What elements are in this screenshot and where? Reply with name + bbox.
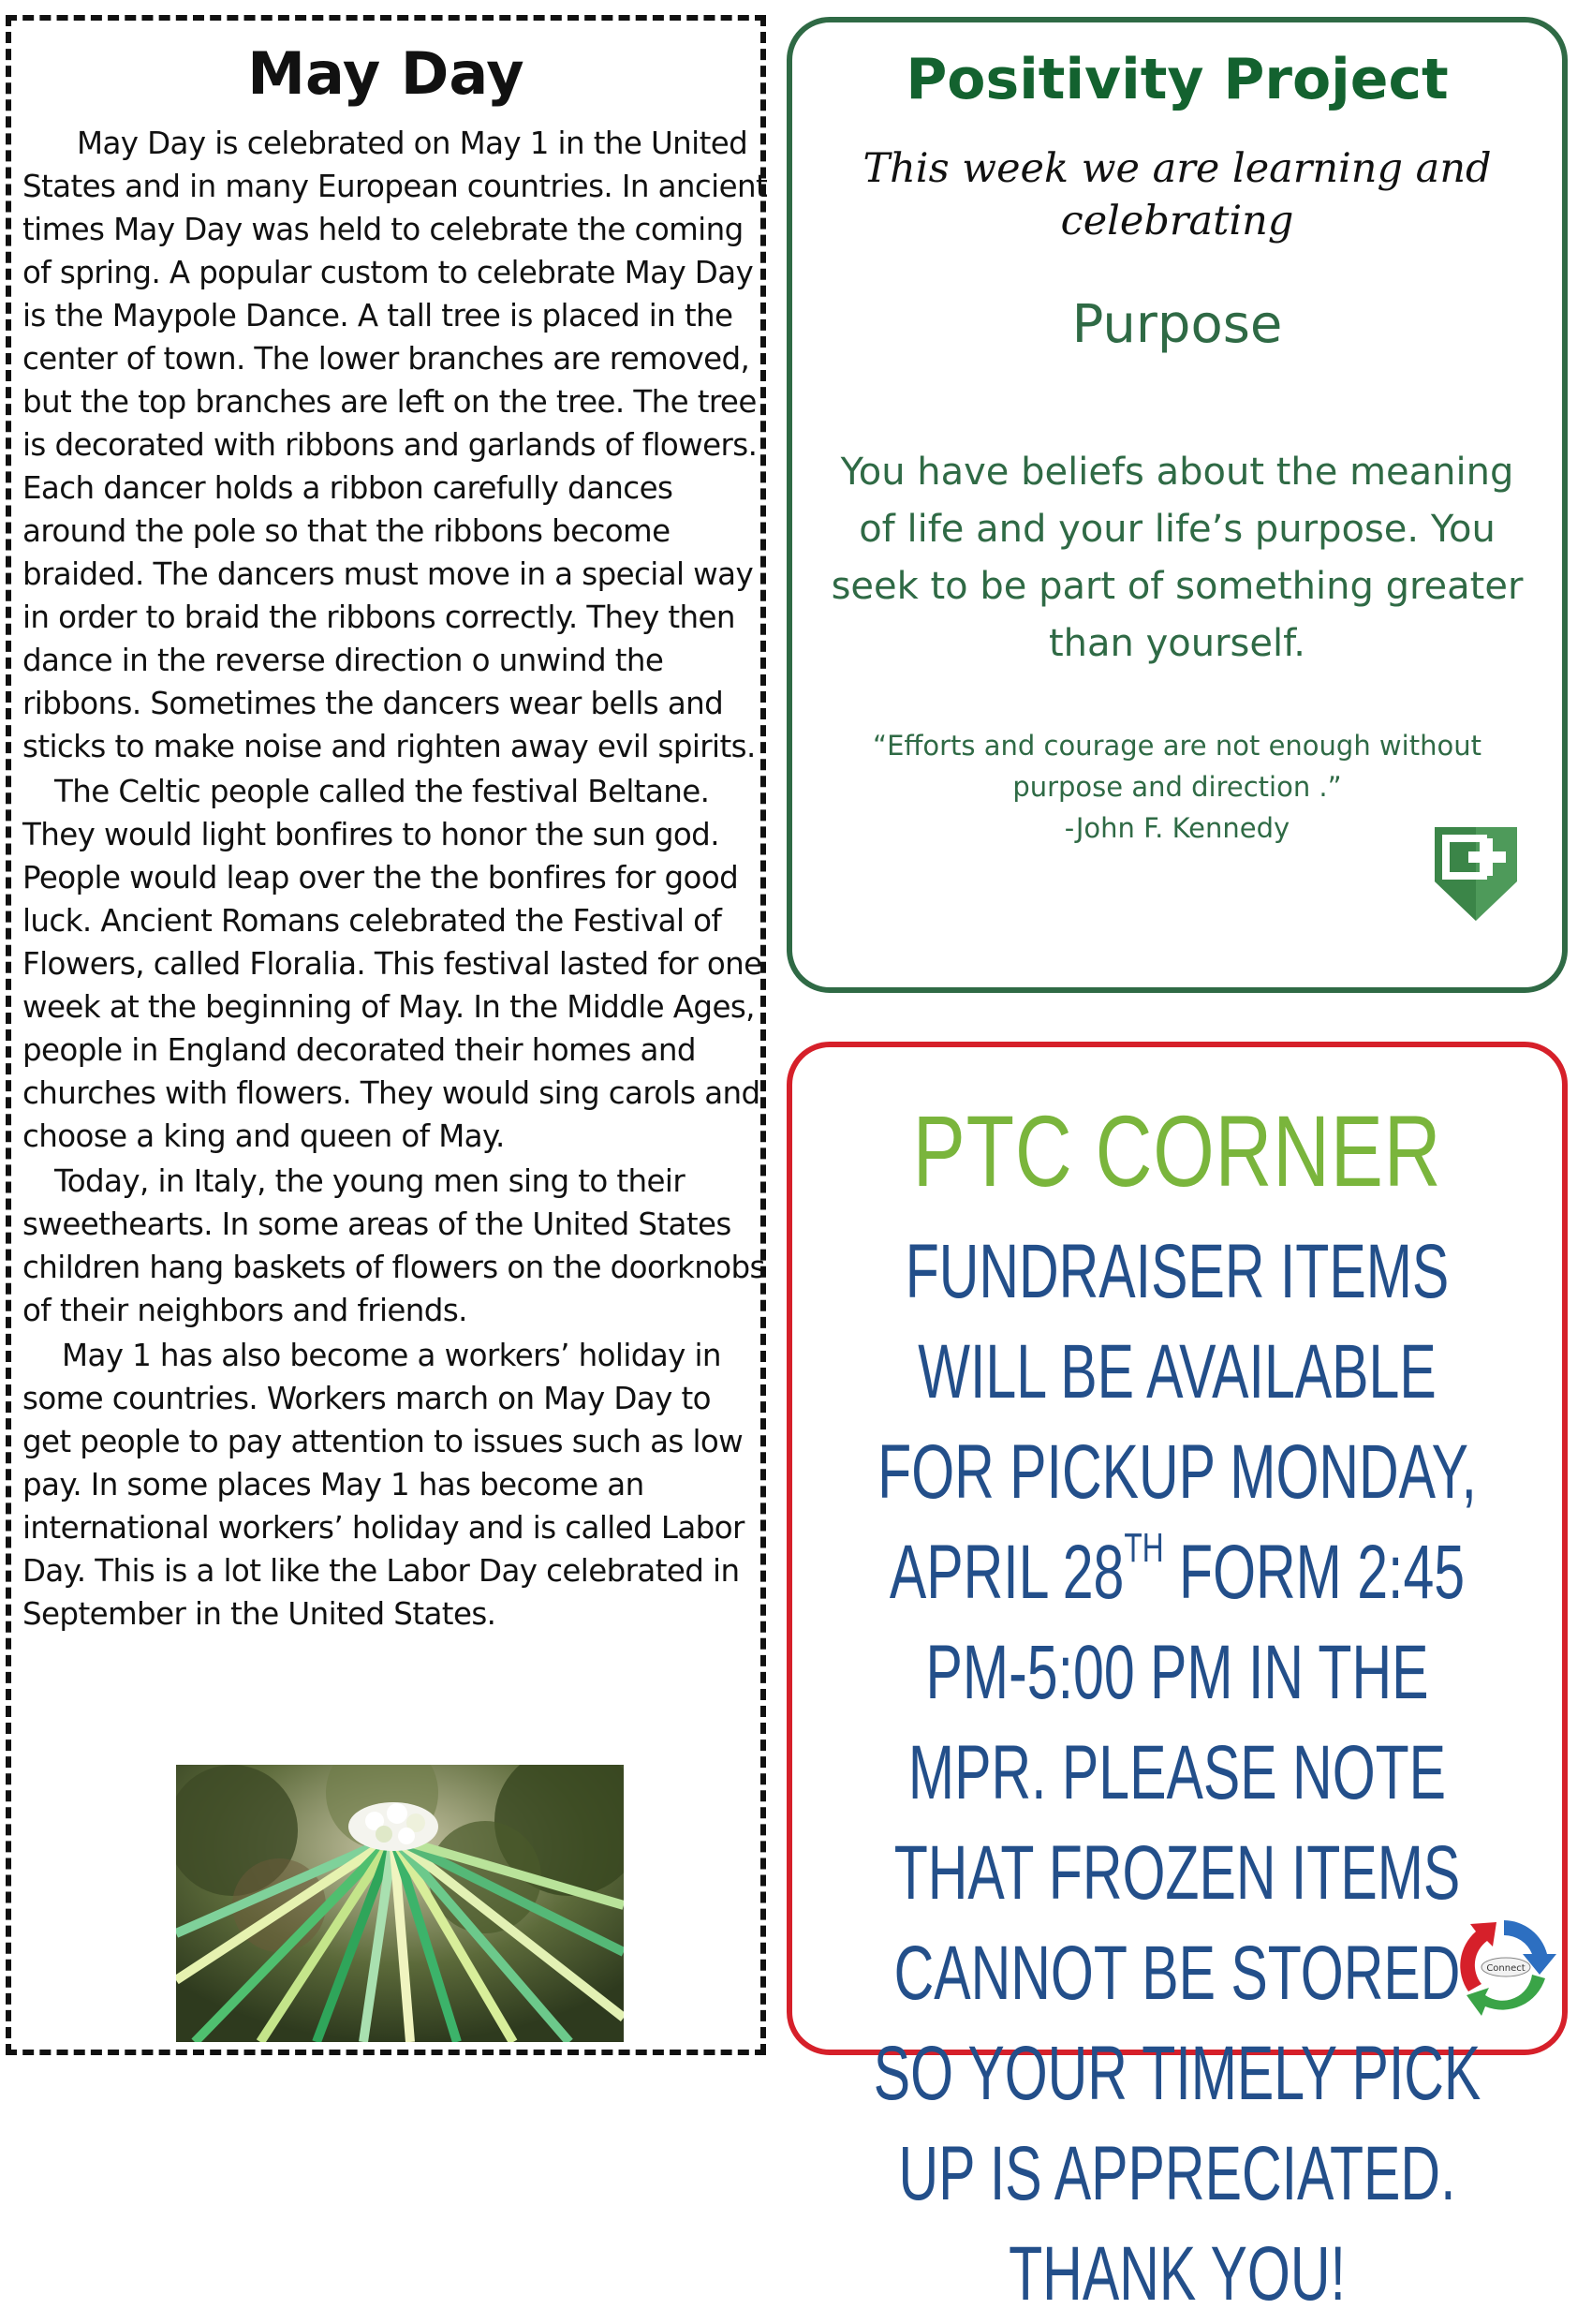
article-paragraph: May 1 has also become a workers’ holiday in some countries. Workers march on May Day to get people to pay attention to issues such as low pay. In some places May 1 has become an international workers’ holiday and is called Labor Day. This is a lot like the Labor Day celebrated in September in the United States.: [22, 1338, 744, 1632]
quote-author: -John F. Kennedy: [1064, 812, 1290, 844]
article-paragraph: The Celtic people called the festival Beltane. They would light bonfires to honor the sun god. People would leap over the the bonfires for good luck. Ancient Romans celebrated the Festival of Flowers, called Floralia. This festival lasted for one week at the beginning of May. In the Middle Ages, people in England decorated their homes and churches with flowers. They would sing carols and choose a king and queen of May.: [22, 774, 762, 1154]
ptc-text-part-1: FUNDRAISER ITEMS WILL BE AVAILABLE FOR PICKUP MONDAY, APRIL 28: [877, 1229, 1477, 1615]
ptc-corner-card: [787, 1042, 1568, 2317]
logo-text: Connect: [1486, 1963, 1526, 1974]
article-paragraph: Today, in Italy, the young men sing to their sweethearts. In some areas of the United States children hang baskets of flowers on the doorknobs of their neighbors and friends.: [22, 1163, 765, 1328]
maypole-illustration: [176, 1765, 624, 2042]
article-paragraph: May Day is celebrated on May 1 in the United States and in many European countries. In ancient times May Day was held to celebrate the coming of spring. A popular custom to celebrate May Day is the Maypole Dance. A tall tree is placed in the center of town. The lower branches are removed, but the top branches are left on the tree. The tree is decorated with ribbons and garlands of flowers. Each dancer holds a ribbon carefully dances around the pole so that the ribbons become braided. The dancers must move in a special way in order to braid the ribbons correctly. They then dance in the reverse direction o unwind the ribbons. Sometimes the dancers wear bells and sticks to make noise and righten away evil spirits.: [22, 126, 768, 764]
character-strength-word: Purpose: [1071, 294, 1283, 355]
ptc-announcement: [873, 1221, 1481, 2324]
character-strength-definition: You have beliefs about the meaning of life and your life’s purpose. You seek to be part of something greater than yourself.: [831, 451, 1524, 665]
ordinal-suffix: TH: [1124, 1525, 1164, 1571]
article-title: May Day: [247, 39, 524, 108]
ptc-text-part-2: FORM 2:45 PM-5:00 PM IN THE MPR. PLEASE NOTE THAT FROZEN ITEMS CANNOT BE STORED SO YOUR TIMELY PICK UP IS APPRECIATED. THANK YOU!: [873, 1530, 1481, 2317]
p2-plus-shield-icon: [1431, 823, 1521, 925]
positivity-intro: This week we are learning and celebrating: [862, 145, 1492, 244]
positivity-project-card: [787, 17, 1568, 993]
may-day-article: [6, 15, 766, 2055]
maypole-photo: [176, 1765, 624, 2042]
ptc-title: PTC CORNER: [912, 1094, 1442, 1207]
quote-text: “Efforts and courage are not enough without purpose and direction .”: [873, 730, 1481, 803]
positivity-title: Positivity Project: [906, 47, 1449, 112]
quote-block: [830, 725, 1525, 849]
article-body: [22, 122, 768, 1637]
connect-cycle-arrows-icon: [1448, 1909, 1560, 2021]
